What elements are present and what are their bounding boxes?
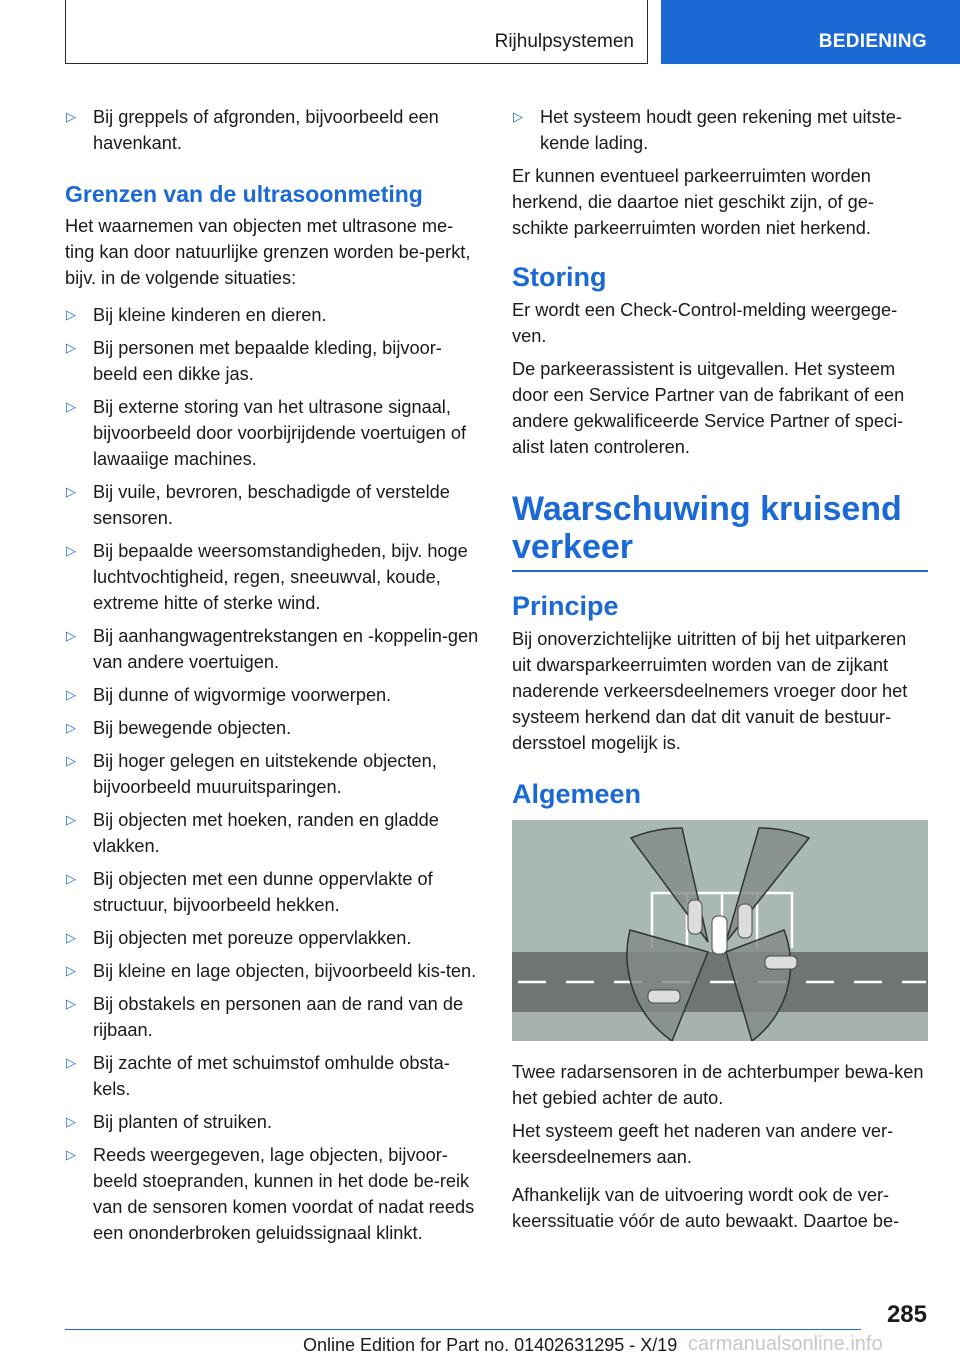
algemeen-paragraph-1: Twee radarsensoren in de achterbumper bewa-ken het gebied achter de auto. [512, 1062, 924, 1108]
list-item [65, 715, 480, 741]
list-item [65, 682, 480, 708]
bullet-text: Bij greppels of afgronden, bijvoorbeeld een havenkant. [93, 107, 439, 153]
list-item [65, 479, 480, 531]
algemeen-heading: Algemeen [512, 779, 642, 809]
list-item [512, 104, 928, 156]
footer-edition: Online Edition for Part no. 01402631295 - X/19 [303, 1335, 678, 1355]
bullet-triangle-icon: ▷ [66, 1147, 76, 1162]
limits-text: Het waarnemen van objecten met ultrasone me-ting kan door natuurlijke grenzen worden be-perkt, bijv. in de volgende situaties: [65, 216, 471, 288]
list-item [65, 958, 480, 984]
storing-paragraph-2: De parkeerassistent is uitgevallen. Het systeem door een Service Partner van de fabrikant of een andere gekwalificeerde Service Partner of speci-alist laten controleren. [512, 359, 905, 457]
list-item [65, 335, 480, 387]
list-item [65, 925, 480, 951]
bullet-triangle-icon: ▷ [66, 484, 76, 499]
limits-heading: Grenzen van de ultrasoonmeting [65, 181, 423, 207]
list-item [65, 1050, 480, 1102]
principe-text: Bij onoverzichtelijke uitritten of bij het uitparkeren uit dwarsparkeerruimten worden van de zijkant naderende verkeersdeelnemers vroeger door het systeem herkend dan dat dit vanuit de bestuur-dersstoel mogelijk is. [512, 629, 908, 753]
top-bullet-list [512, 104, 928, 156]
bullet-triangle-icon: ▷ [66, 930, 76, 945]
list-item [65, 623, 480, 675]
header-chapter-tab [661, 0, 960, 64]
list-item [65, 394, 480, 472]
main-heading: Waarschuwing kruisend verkeer [512, 490, 902, 566]
principe-heading: Principe [512, 591, 619, 621]
list-item [65, 807, 480, 859]
bullet-text: Bij planten of struiken. [93, 1112, 272, 1132]
bullet-triangle-icon: ▷ [513, 109, 523, 124]
bullet-text: Bij zachte of met schuimstof omhulde obsta-kels. [93, 1053, 450, 1099]
right-column [512, 104, 928, 1241]
bullet-triangle-icon: ▷ [66, 720, 76, 735]
bullet-text: Reeds weergegeven, lage objecten, bijvoor-beeld stoepranden, kunnen in het dode be-reik van de sensoren komen voordat of nadat reeds een ononderbroken geluidssignaal klinkt. [93, 1145, 475, 1243]
limits-bullet-list [65, 302, 480, 1246]
storing-heading: Storing [512, 262, 607, 292]
bullet-text: Bij objecten met poreuze oppervlakken. [93, 928, 412, 948]
bullet-text: Bij objecten met hoeken, randen en gladde vlakken. [93, 810, 439, 856]
algemeen-paragraph-2: Het systeem geeft het naderen van andere ver-keersdeelnemers aan. [512, 1121, 894, 1167]
parking-space-text: Er kunnen eventueel parkeerruimten worden herkend, die daartoe niet geschikt zijn, of ge-schikte parkeerruimten worden niet herkend. [512, 166, 874, 238]
bullet-triangle-icon: ▷ [66, 687, 76, 702]
list-item [65, 1142, 480, 1246]
bullet-text: Bij vuile, bevroren, beschadigde of verstelde sensoren. [93, 482, 450, 528]
header-section-title: Rijhulpsystemen [494, 31, 634, 52]
bullet-text: Bij objecten met een dunne oppervlakte of structuur, bijvoorbeeld hekken. [93, 869, 433, 915]
algemeen-paragraph-3: Afhankelijk van de uitvoering wordt ook de ver-keerssituatie vóór de auto bewaakt. Daartoe be- [512, 1185, 900, 1231]
list-item [65, 866, 480, 918]
bullet-triangle-icon: ▷ [66, 753, 76, 768]
bullet-text: Bij externe storing van het ultrasone signaal, bijvoorbeeld door voorbijrijdende voertuigen of lawaaiige machines. [93, 397, 467, 469]
main-heading-rule [512, 490, 928, 572]
intro-bullet-list [65, 104, 480, 156]
bullet-triangle-icon: ▷ [66, 399, 76, 414]
bullet-triangle-icon: ▷ [66, 812, 76, 827]
footer-rule [65, 1329, 861, 1330]
header-chapter-title: BEDIENING [818, 31, 927, 52]
bullet-triangle-icon: ▷ [66, 628, 76, 643]
bullet-text: Bij dunne of wigvormige voorwerpen. [93, 685, 392, 705]
bullet-triangle-icon: ▷ [66, 963, 76, 978]
bullet-text: Bij bewegende objecten. [93, 718, 292, 738]
radar-coverage-illustration [512, 820, 928, 1041]
list-item [65, 302, 480, 328]
bullet-text: Bij kleine kinderen en dieren. [93, 305, 327, 325]
bullet-text: Bij obstakels en personen aan de rand van de rijbaan. [93, 994, 464, 1040]
bullet-triangle-icon: ▷ [66, 109, 76, 124]
list-item [65, 748, 480, 800]
bullet-triangle-icon: ▷ [66, 307, 76, 322]
bullet-triangle-icon: ▷ [66, 1114, 76, 1129]
bullet-triangle-icon: ▷ [66, 340, 76, 355]
list-item [65, 991, 480, 1043]
bullet-triangle-icon: ▷ [66, 871, 76, 886]
bullet-text: Bij kleine en lage objecten, bijvoorbeeld kis-ten. [93, 961, 477, 981]
bullet-triangle-icon: ▷ [66, 543, 76, 558]
header-section-tab [65, 0, 648, 64]
bullet-text: Bij hoger gelegen en uitstekende objecten, bijvoorbeeld muuruitsparingen. [93, 751, 437, 797]
left-column [65, 104, 480, 1253]
bullet-text: Het systeem houdt geen rekening met uitste-kende lading. [540, 107, 902, 153]
list-item [65, 104, 480, 156]
bullet-text: Bij bepaalde weersomstandigheden, bijv. hoge luchtvochtigheid, regen, sneeuwval, koude, extreme hitte of sterke wind. [93, 541, 468, 613]
bullet-text: Bij aanhangwagentrekstangen en -koppelin-gen van andere voertuigen. [93, 626, 479, 672]
footer-watermark: carmanualsonline.info [688, 1333, 883, 1355]
bullet-triangle-icon: ▷ [66, 1055, 76, 1070]
bullet-text: Bij personen met bepaalde kleding, bijvoor-beeld een dikke jas. [93, 338, 442, 384]
page-number: 285 [886, 1301, 927, 1328]
list-item [65, 538, 480, 616]
storing-paragraph-1: Er wordt een Check-Control-melding weergege-ven. [512, 300, 898, 346]
bullet-triangle-icon: ▷ [66, 996, 76, 1011]
list-item [65, 1109, 480, 1135]
